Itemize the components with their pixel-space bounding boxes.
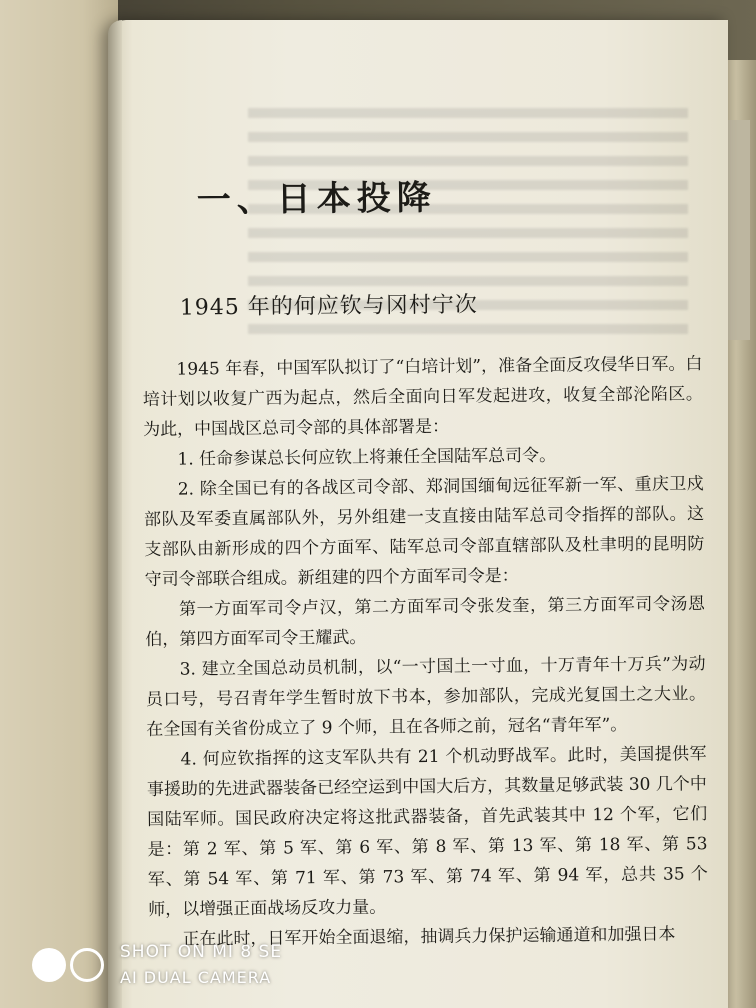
side-strip <box>725 120 750 340</box>
paragraph-intro: 1945 年春，中国军队拟订了“白培计划”，准备全面反攻侵华日军。白培计划以收复广西为起点，然后全面向日军发起进攻，收复全部沦陷区。为此，中国战区总司令部的具体部署是： <box>142 354 703 440</box>
page-content <box>125 17 735 1008</box>
paragraph-commanders: 第一方面军司令卢汉，第二方面军司令张发奎，第三方面军司令汤恩伯，第四方面军司令王耀武。 <box>145 594 706 650</box>
page-gutter <box>108 20 122 1008</box>
paragraph-continuation: 正在此时，日军开始全面退缩，抽调兵力保护运输通道和加强日本 <box>182 924 676 950</box>
underlying-page-edge <box>0 0 118 1008</box>
paragraph-item-4: 4. 何应钦指挥的这支军队共有 21 个机动野战军。此时，美国提供军事援助的先进武器装备已经空运到中国大后方，其数量足够武装 30 几个中国陆军师。国民政府决定将这批武器装备，首先武装其中 12 个军，它们是：第 2 军、第 5 军、第 6 军、第 8 军、第 13 军、第 18 军、第 53 军、第 54 军、第 71 军、第 73 军、第 74 军、第 94 军，总共 35 个师，以增强正面战场反攻力量。 <box>146 744 708 920</box>
watermark-logo-icon <box>32 948 112 988</box>
watermark-line-1: SHOT ON MI 8 SE <box>120 942 283 962</box>
paragraph-item-1: 1. 任命参谋总长何应钦上将兼任全国陆军总司令。 <box>177 445 557 470</box>
ring-circle-icon <box>70 948 104 982</box>
watermark-line-2: AI DUAL CAMERA <box>120 968 272 987</box>
paragraph-item-2: 2. 除全国已有的各战区司令部、郑洞国缅甸远征军新一军、重庆卫戍部队及军委直属部队外，另外组建一支直接由陆军总司令指挥的部队。这支部队由新形成的四个方面军、陆军总司令部直辖部队及杜聿明的昆明防守司令部联合组成。新组建的四个方面军司令是： <box>143 474 705 590</box>
paragraph-item-3: 3. 建立全国总动员机制，以“一寸国土一寸血，十万青年十万兵”为动员口号，号召青年学生暂时放下书本，参加部队，完成光复国土之大业。在全国有关省份成立了 9 个师，且在各师之前，冠名“青年军”。 <box>145 654 707 740</box>
camera-watermark <box>0 928 340 1008</box>
book-page <box>108 20 728 1008</box>
filled-circle-icon <box>32 948 66 982</box>
section-title: 1945 年的何应钦与冈村宁次 <box>179 292 478 321</box>
body-text <box>142 349 708 955</box>
chapter-title: 一、日本投降 <box>196 177 437 221</box>
